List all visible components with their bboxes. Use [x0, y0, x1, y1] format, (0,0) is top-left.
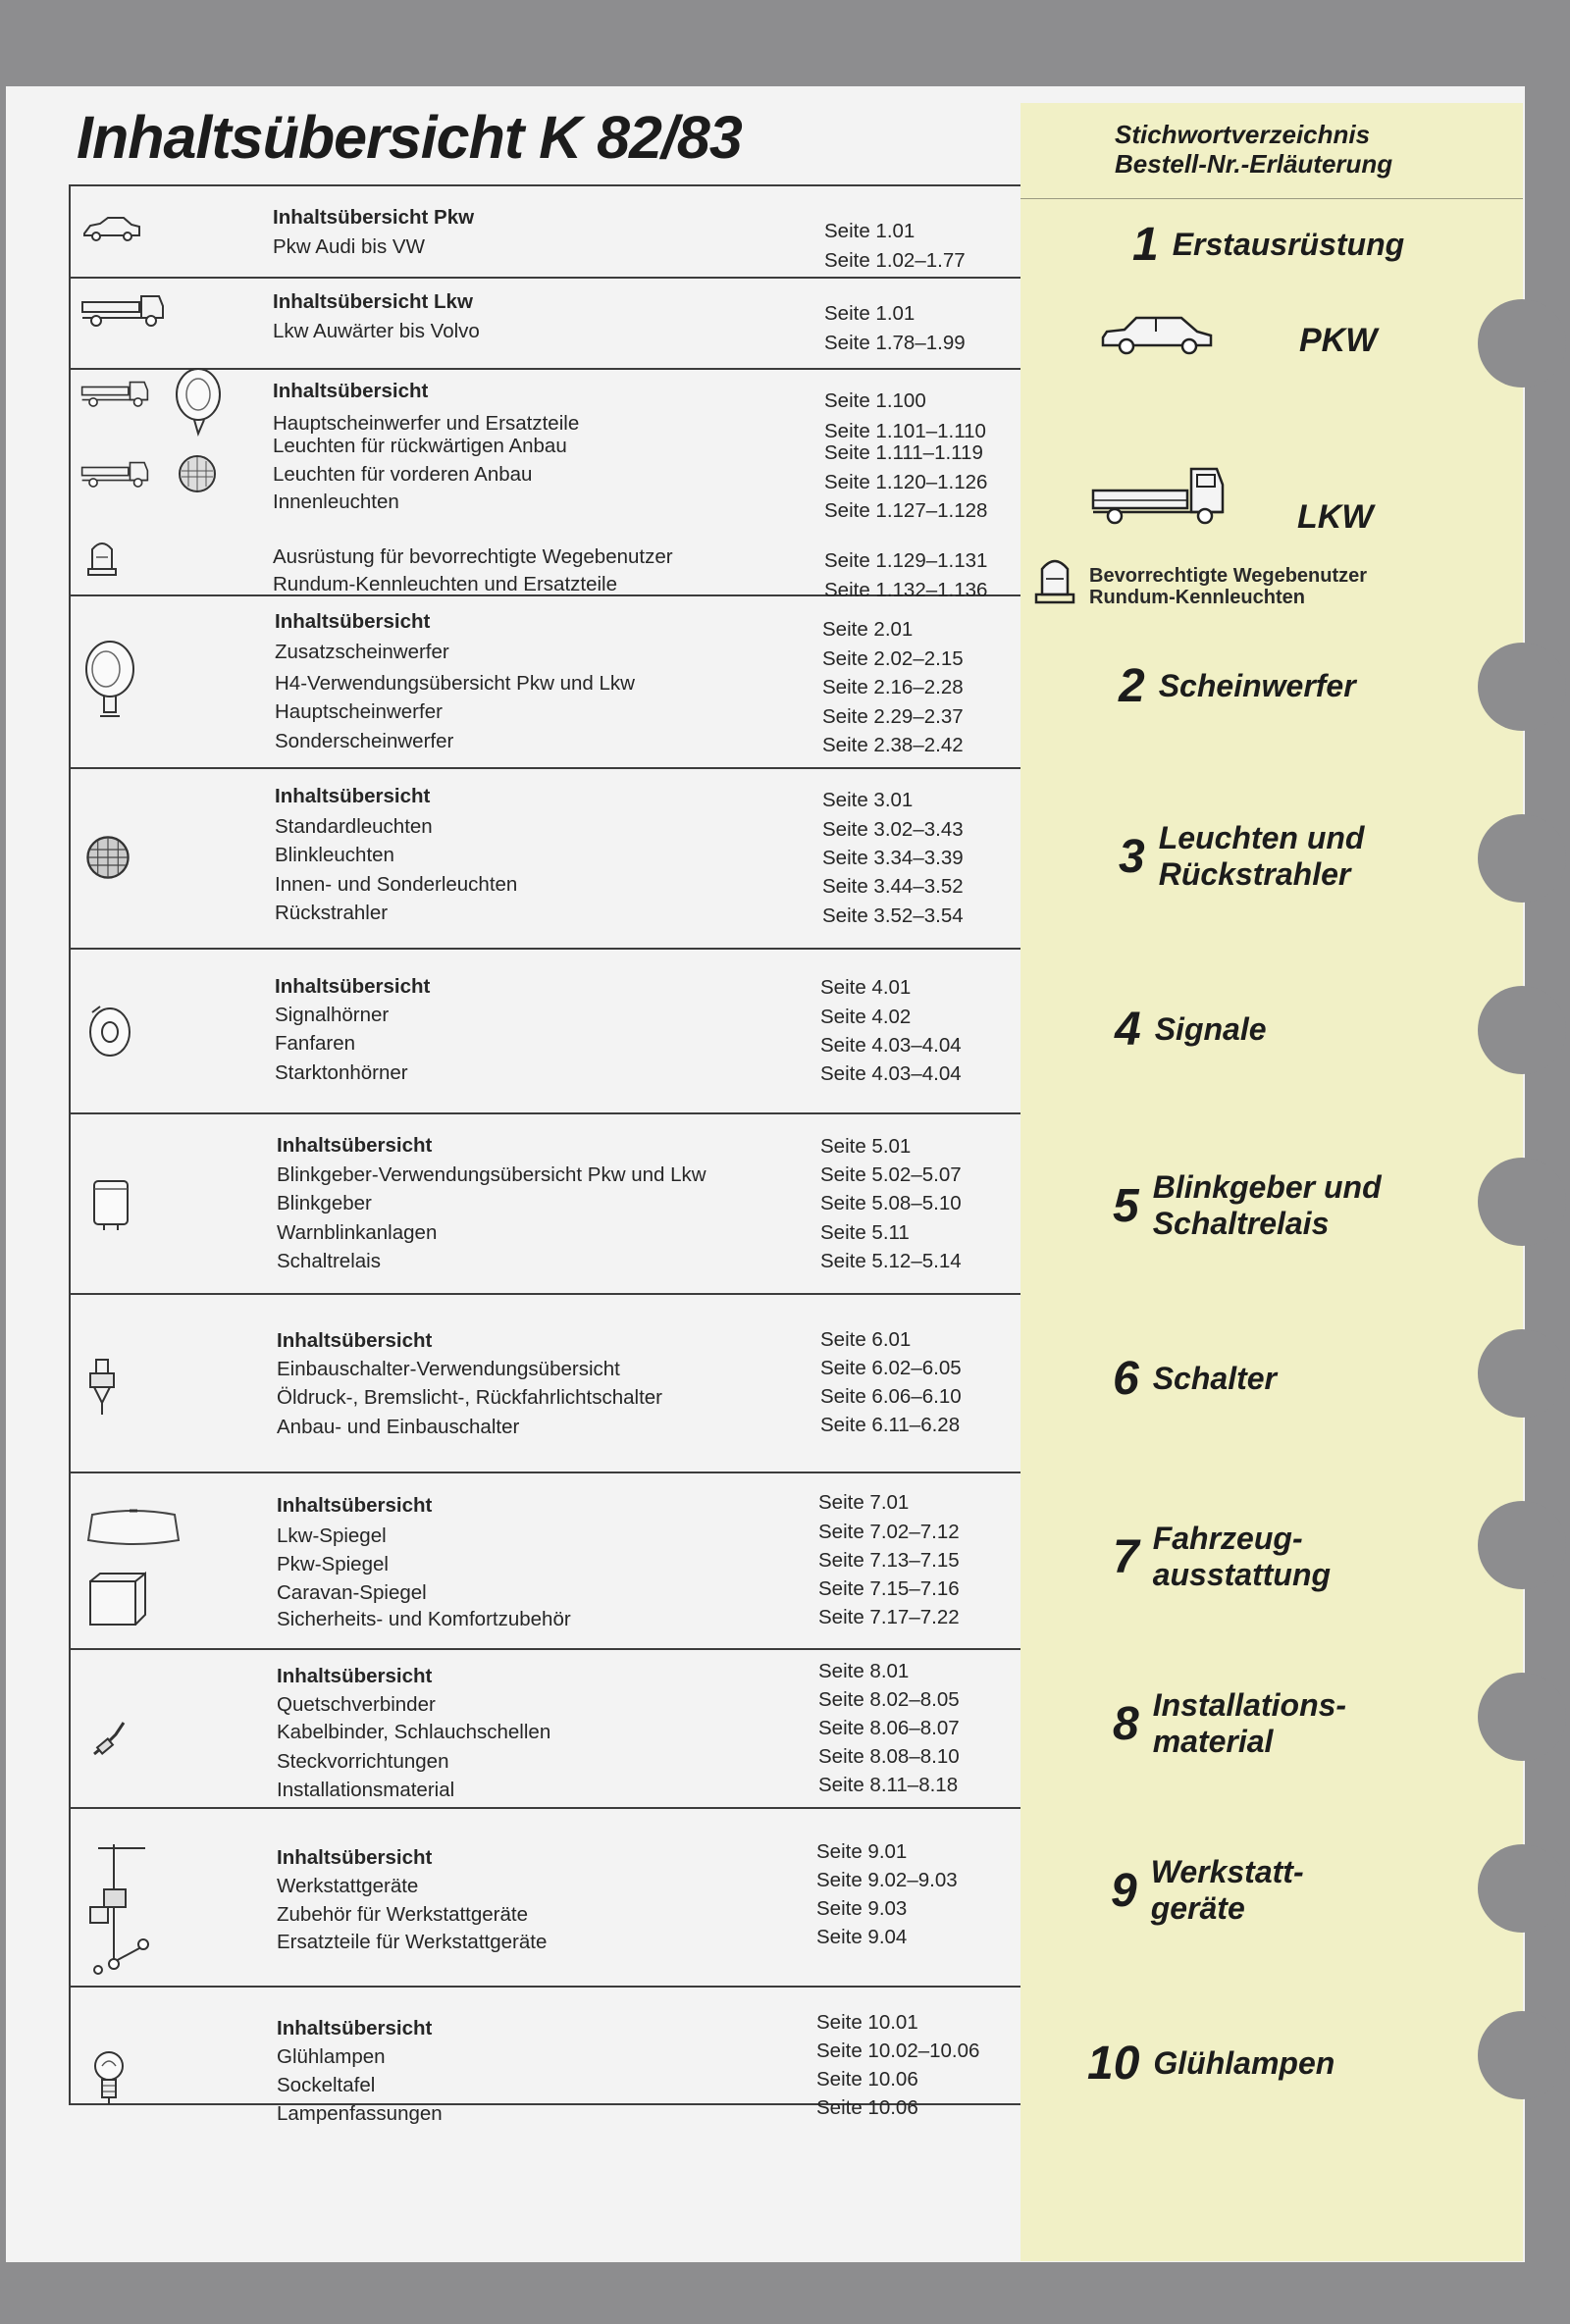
subtitle-line: Stichwortverzeichnis	[1115, 120, 1371, 149]
page-ref: Seite 3.34–3.39	[822, 847, 964, 869]
page-ref: Seite 6.11–6.28	[820, 1414, 961, 1436]
spotlight-icon	[82, 638, 137, 727]
row-line: Rundum-Kennleuchten und Ersatzteile	[273, 573, 617, 595]
page-ref: Seite 4.03–4.04	[820, 1034, 962, 1057]
page-ref: Seite 2.29–2.37	[822, 705, 964, 728]
switch-icon	[86, 1358, 118, 1423]
row-line: Sicherheits- und Komfortzubehör	[277, 1608, 571, 1630]
row-line: Fanfaren	[275, 1032, 356, 1055]
row-line: H4-Verwendungsübersicht Pkw und Lkw	[275, 672, 635, 695]
tab-number: 1	[1132, 219, 1159, 271]
tab-label: Fahrzeug- ausstattung	[1152, 1521, 1332, 1592]
row-line: Sockeltafel	[277, 2074, 376, 2096]
page-ref: Seite 8.11–8.18	[818, 1774, 959, 1796]
page-ref: Seite 1.01	[824, 302, 916, 325]
page-ref: Seite 7.02–7.12	[818, 1521, 960, 1543]
tab-8-installationsmaterial[interactable]	[1113, 1687, 1346, 1760]
tab-number: 7	[1113, 1530, 1139, 1583]
row-line: Werkstattgeräte	[277, 1875, 419, 1897]
row-heading: Inhaltsübersicht Lkw	[273, 290, 473, 313]
tab-notch	[1478, 1501, 1566, 1589]
page-ref: Seite 1.02–1.77	[824, 249, 966, 272]
row-line: Installationsmaterial	[277, 1779, 455, 1801]
page-ref: Seite 1.132–1.136	[824, 579, 988, 601]
row-line: Pkw Audi bis VW	[273, 235, 425, 258]
tab-number: 5	[1113, 1179, 1139, 1232]
round-lamp-icon	[177, 453, 218, 499]
row-line: Steckvorrichtungen	[277, 1750, 449, 1773]
tab-number: 9	[1111, 1864, 1137, 1917]
tab-notch	[1478, 814, 1566, 903]
row-heading: Inhaltsübersicht	[277, 1329, 433, 1352]
tab-number: 10	[1087, 2038, 1140, 2090]
page-ref: Seite 4.01	[820, 976, 912, 999]
row-heading: Inhaltsübersicht	[275, 785, 431, 807]
page-ref: Seite 2.16–2.28	[822, 676, 964, 698]
row-line: Leuchten für rückwärtigen Anbau	[273, 435, 567, 457]
page-ref: Seite 7.17–7.22	[818, 1606, 960, 1628]
page-ref: Seite 1.120–1.126	[824, 471, 988, 493]
page-ref: Seite 3.44–3.52	[822, 875, 964, 898]
row-line: Pkw-Spiegel	[277, 1553, 389, 1575]
page-ref: Seite 5.08–5.10	[820, 1192, 962, 1214]
row-line: Anbau- und Einbauschalter	[277, 1416, 520, 1438]
row-line: Blinkleuchten	[275, 844, 394, 866]
mirror-icon	[86, 1507, 181, 1555]
row-line: Blinkgeber-Verwendungsübersicht Pkw und Lkw	[277, 1163, 706, 1186]
row-line: Sonderscheinwerfer	[275, 730, 454, 752]
tab-notch	[1478, 1844, 1566, 1933]
page-ref: Seite 1.127–1.128	[824, 499, 988, 522]
row-line: Glühlampen	[277, 2045, 386, 2068]
tab-label: Erstausrüstung	[1172, 227, 1405, 262]
row-line: Einbauschalter-Verwendungsübersicht	[277, 1358, 620, 1380]
page-ref: Seite 2.38–2.42	[822, 734, 964, 756]
page-ref: Seite 10.02–10.06	[816, 2040, 980, 2062]
tab-label: Blinkgeber und Schaltrelais	[1152, 1169, 1382, 1241]
row-heading: Inhaltsübersicht	[277, 2017, 433, 2040]
page-ref: Seite 9.03	[816, 1897, 908, 1920]
tab-3-leuchten[interactable]	[1119, 820, 1364, 893]
row-line: Öldruck-, Bremslicht-, Rückfahrlichtschalter	[277, 1386, 663, 1409]
table-border-left	[69, 184, 71, 2105]
tab-7-fahrzeugausstattung[interactable]	[1113, 1521, 1331, 1593]
page-ref: Seite 1.78–1.99	[824, 332, 966, 354]
row-divider	[69, 767, 1020, 769]
round-lamp-icon	[84, 834, 131, 886]
cable-connector-icon	[88, 1715, 135, 1767]
row-line: Lampenfassungen	[277, 2102, 443, 2125]
row-line: Leuchten für vorderen Anbau	[273, 463, 533, 486]
tab-notch	[1478, 643, 1566, 731]
page-ref: Seite 1.100	[824, 389, 926, 412]
page-ref: Seite 1.01	[824, 220, 916, 242]
page-ref: Seite 8.02–8.05	[818, 1688, 960, 1711]
page-ref: Seite 10.06	[816, 2096, 918, 2119]
subtitle	[1115, 120, 1392, 179]
tab-5-blinkgeber[interactable]	[1113, 1169, 1382, 1242]
row-heading: Inhaltsübersicht Pkw	[273, 206, 475, 229]
tab-label: Signale	[1154, 1011, 1267, 1047]
pkw-label: PKW	[1299, 322, 1378, 359]
row-line: Ausrüstung für bevorrechtigte Wegebenutzer	[273, 545, 673, 568]
row-line: Zusatzscheinwerfer	[275, 641, 449, 663]
page-title: Inhaltsübersicht K 82/83	[77, 104, 742, 171]
row-heading: Inhaltsübersicht	[275, 610, 431, 633]
tab-1-erstausruestung[interactable]	[1132, 218, 1404, 272]
lkw-label: LKW	[1297, 498, 1374, 536]
page-ref: Seite 3.02–3.43	[822, 818, 964, 841]
tab-9-werkstattgeraete[interactable]	[1111, 1854, 1304, 1927]
row-line: Lkw-Spiegel	[277, 1524, 387, 1547]
row-divider	[69, 1807, 1020, 1809]
row-heading: Inhaltsübersicht	[273, 380, 429, 402]
tab-label: Werkstatt- geräte	[1150, 1854, 1304, 1926]
page-ref: Seite 9.04	[816, 1926, 908, 1948]
row-line: Signalhörner	[275, 1004, 390, 1026]
beacon-icon	[1032, 551, 1077, 613]
tab-10-gluehlampen[interactable]	[1087, 2037, 1334, 2091]
page-ref: Seite 5.02–5.07	[820, 1163, 962, 1186]
tab-notch	[1478, 1329, 1566, 1418]
row-divider	[69, 1293, 1020, 1295]
row-divider	[69, 948, 1020, 950]
priority-label: Rundum-Kennleuchten	[1089, 587, 1305, 608]
page-ref: Seite 3.52–3.54	[822, 904, 964, 927]
page-ref: Seite 9.02–9.03	[816, 1869, 958, 1891]
row-line: Starktonhörner	[275, 1061, 408, 1084]
page-ref: Seite 1.111–1.119	[824, 441, 983, 464]
page-ref: Seite 7.13–7.15	[818, 1549, 960, 1572]
page-ref: Seite 6.01	[820, 1328, 912, 1351]
tab-number: 4	[1115, 1004, 1141, 1056]
tab-number: 3	[1119, 830, 1145, 883]
row-line: Hauptscheinwerfer	[275, 700, 443, 723]
page-ref: Seite 3.01	[822, 789, 914, 811]
row-line: Blinkgeber	[277, 1192, 372, 1214]
page-ref: Seite 9.01	[816, 1840, 908, 1863]
row-line: Ersatzteile für Werkstattgeräte	[277, 1931, 548, 1953]
tab-label: Schalter	[1152, 1361, 1277, 1396]
horn-icon	[84, 1001, 133, 1064]
tab-label: Leuchten und Rückstrahler	[1158, 820, 1365, 892]
truck-icon	[80, 457, 149, 495]
row-line: Zubehör für Werkstattgeräte	[277, 1903, 528, 1926]
tab-number: 2	[1119, 660, 1145, 712]
row-line: Kabelbinder, Schlauchschellen	[277, 1721, 551, 1743]
row-line: Warnblinkanlagen	[277, 1221, 438, 1244]
priority-label: Bevorrechtigte Wegebenutzer	[1089, 565, 1368, 587]
tab-number: 8	[1113, 1697, 1139, 1750]
tab-number: 6	[1113, 1353, 1139, 1405]
bulb-icon	[92, 2048, 126, 2112]
relay-icon	[90, 1177, 131, 1237]
workshop-tool-icon	[84, 1838, 155, 1987]
truck-icon	[1089, 461, 1227, 535]
page-ref: Seite 7.01	[818, 1491, 910, 1514]
row-divider	[69, 1986, 1020, 1988]
page-ref: Seite 5.11	[820, 1221, 910, 1244]
page-ref: Seite 4.03–4.04	[820, 1062, 962, 1085]
headlamp-icon	[175, 367, 226, 442]
page-ref: Seite 10.06	[816, 2068, 918, 2091]
tab-notch	[1478, 1158, 1566, 1246]
row-heading: Inhaltsübersicht	[277, 1665, 433, 1687]
row-line: Rückstrahler	[275, 902, 389, 924]
page-ref: Seite 8.06–8.07	[818, 1717, 960, 1739]
tab-notch	[1478, 2011, 1566, 2099]
mirror-icon	[86, 1568, 151, 1635]
page-ref: Seite 5.12–5.14	[820, 1250, 962, 1272]
tab-4-signale[interactable]	[1115, 1003, 1267, 1057]
subtitle-line: Bestell-Nr.-Erläuterung	[1115, 149, 1393, 179]
row-divider	[69, 1648, 1020, 1650]
page-ref: Seite 6.06–6.10	[820, 1385, 962, 1408]
tab-notch	[1478, 986, 1566, 1074]
tab-label: Scheinwerfer	[1158, 668, 1356, 703]
car-icon	[1099, 312, 1215, 360]
table-border-top	[69, 184, 1020, 186]
row-line: Lkw Auwärter bis Volvo	[273, 320, 480, 342]
page-ref: Seite 1.101–1.110	[824, 420, 986, 442]
tab-label: Glühlampen	[1153, 2045, 1335, 2081]
page-ref: Seite 2.01	[822, 618, 914, 641]
tab-2-scheinwerfer[interactable]	[1119, 659, 1356, 713]
page-ref: Seite 1.129–1.131	[824, 549, 988, 572]
row-divider	[69, 1472, 1020, 1473]
row-line: Innen- und Sonderleuchten	[275, 873, 518, 896]
row-heading: Inhaltsübersicht	[275, 975, 431, 998]
page-ref: Seite 8.01	[818, 1660, 910, 1682]
car-icon	[80, 214, 143, 248]
row-heading: Inhaltsübersicht	[277, 1134, 433, 1157]
row-divider	[69, 277, 1020, 279]
tab-notch	[1478, 299, 1566, 387]
tab-notch	[1478, 1673, 1566, 1761]
page-ref: Seite 2.02–2.15	[822, 647, 964, 670]
row-line: Innenleuchten	[273, 491, 399, 513]
tab-label: Installations- material	[1152, 1687, 1347, 1759]
row-line: Quetschverbinder	[277, 1693, 436, 1716]
page-ref: Seite 5.01	[820, 1135, 912, 1158]
row-line: Hauptscheinwerfer und Ersatzteile	[273, 412, 580, 435]
truck-icon	[80, 377, 149, 415]
page-ref: Seite 7.15–7.16	[818, 1577, 960, 1600]
beacon-icon	[84, 536, 120, 584]
row-divider	[69, 1112, 1020, 1114]
row-line: Caravan-Spiegel	[277, 1581, 427, 1604]
truck-icon	[80, 290, 165, 335]
page-ref: Seite 4.02	[820, 1006, 912, 1028]
tab-6-schalter[interactable]	[1113, 1352, 1277, 1406]
row-heading: Inhaltsübersicht	[277, 1494, 433, 1517]
page-ref: Seite 6.02–6.05	[820, 1357, 962, 1379]
row-line: Schaltrelais	[277, 1250, 381, 1272]
page-ref: Seite 10.01	[816, 2011, 918, 2034]
row-heading: Inhaltsübersicht	[277, 1846, 433, 1869]
page-ref: Seite 8.08–8.10	[818, 1745, 960, 1768]
row-line: Standardleuchten	[275, 815, 433, 838]
panel-divider	[1020, 198, 1523, 199]
